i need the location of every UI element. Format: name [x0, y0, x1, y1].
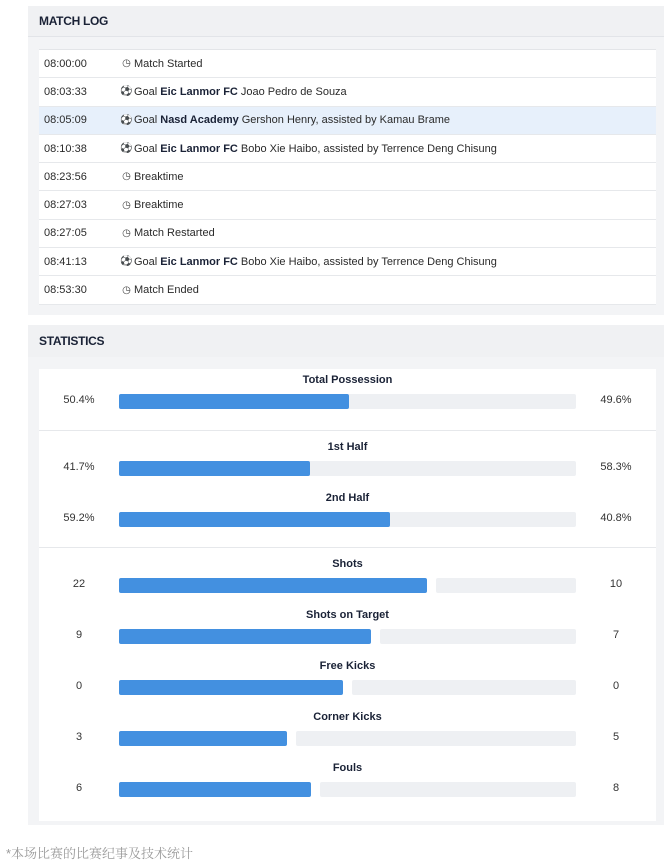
stat-bar-home	[119, 512, 390, 527]
stat-away-value: 0	[612, 680, 620, 692]
log-row	[39, 163, 656, 191]
log-event-type: Goal	[134, 255, 158, 268]
stat-divider	[39, 547, 656, 548]
log-row	[39, 78, 656, 106]
clock-icon: ◷	[122, 199, 131, 211]
log-time: 08:23:56	[44, 170, 87, 183]
footnote: *本场比赛的比赛纪事及技术统计	[6, 846, 194, 861]
clock-icon: ◷	[122, 58, 131, 70]
log-event-type: Breaktime	[134, 170, 184, 183]
match-log-table	[39, 49, 656, 305]
stat-title: 2nd Half	[325, 492, 370, 504]
log-event-type: Match Ended	[134, 284, 199, 297]
log-team: Eic Lanmor FC	[160, 255, 238, 268]
log-time: 08:03:33	[44, 85, 87, 98]
stat-bar-home	[119, 731, 287, 746]
statistics-title: STATISTICS	[39, 334, 105, 348]
log-team: Nasd Academy	[160, 114, 239, 127]
clock-icon: ◷	[122, 227, 131, 239]
stat-away-value: 7	[612, 629, 620, 641]
stat-home-value: 6	[75, 782, 83, 794]
log-detail: Bobo Xie Haibo, assisted by Terrence Deng Chisung	[240, 255, 497, 268]
log-time: 08:05:09	[44, 114, 87, 127]
statistics-list	[39, 369, 656, 821]
match-log-title: MATCH LOG	[39, 14, 109, 28]
log-row	[39, 220, 656, 248]
log-event-type: Goal	[134, 114, 158, 127]
clock-icon: ◷	[122, 284, 131, 296]
log-time: 08:27:03	[44, 199, 87, 212]
stat-bar-away	[380, 629, 576, 644]
stat-title: Total Possession	[302, 374, 393, 386]
log-row	[39, 50, 656, 78]
log-row	[39, 276, 656, 304]
log-row	[39, 107, 656, 135]
stat-bar-home	[119, 578, 427, 593]
log-team: Eic Lanmor FC	[160, 142, 238, 155]
stat-title: 1st Half	[327, 441, 368, 453]
log-team: Eic Lanmor FC	[160, 85, 238, 98]
stat-bar-home	[119, 394, 349, 409]
stat-title: Fouls	[332, 762, 363, 774]
stat-away-value: 8	[612, 782, 620, 794]
log-detail: Bobo Xie Haibo, assisted by Terrence Deng Chisung	[240, 142, 497, 155]
stat-bar-home	[119, 782, 311, 797]
stat-home-value: 3	[75, 731, 83, 743]
stat-title: Shots	[332, 558, 363, 570]
log-time: 08:53:30	[44, 284, 87, 297]
stat-bar-home	[119, 461, 310, 476]
log-time: 08:41:13	[44, 255, 87, 268]
stat-title: Corner Kicks	[313, 711, 382, 723]
stat-bar-away	[296, 731, 576, 746]
log-event-type: Goal	[134, 85, 158, 98]
stat-home-value: 0	[75, 680, 83, 692]
log-row	[39, 191, 656, 219]
stat-bar-away	[352, 680, 576, 695]
soccer-ball-icon: ⚽	[120, 256, 133, 268]
statistics-header	[28, 325, 664, 358]
stat-away-value: 10	[609, 578, 623, 590]
match-log-panel	[28, 37, 664, 315]
log-detail: Gershon Henry, assisted by Kamau Brame	[241, 114, 450, 127]
stat-away-value: 58.3%	[600, 461, 632, 473]
stat-divider	[39, 430, 656, 431]
log-detail: Joao Pedro de Souza	[240, 85, 347, 98]
stat-title: Free Kicks	[319, 660, 376, 672]
log-time: 08:27:05	[44, 227, 87, 240]
log-time: 08:00:00	[44, 57, 87, 70]
soccer-ball-icon: ⚽	[120, 143, 133, 155]
log-time: 08:10:38	[44, 142, 87, 155]
stat-home-value: 59.2%	[63, 512, 95, 524]
stat-bar-away	[436, 578, 576, 593]
clock-icon: ◷	[122, 171, 131, 183]
stat-bar-home	[119, 680, 343, 695]
stat-home-value: 22	[72, 578, 86, 590]
stat-home-value: 50.4%	[63, 394, 95, 406]
log-event-type: Match Started	[134, 57, 203, 70]
log-row	[39, 135, 656, 163]
stat-away-value: 40.8%	[600, 512, 632, 524]
stat-away-value: 49.6%	[600, 394, 632, 406]
log-event-type: Goal	[134, 142, 158, 155]
stat-title: Shots on Target	[306, 609, 389, 621]
stat-home-value: 9	[75, 629, 83, 641]
match-log-header	[28, 6, 664, 37]
stat-away-value: 5	[612, 731, 620, 743]
statistics-panel	[28, 357, 664, 825]
stat-home-value: 41.7%	[63, 461, 95, 473]
stat-bar-away	[320, 782, 576, 797]
log-event-type: Match Restarted	[134, 227, 215, 240]
stat-bar-home	[119, 629, 371, 644]
soccer-ball-icon: ⚽	[120, 86, 133, 98]
soccer-ball-icon: ⚽	[120, 114, 133, 126]
log-event-type: Breaktime	[134, 199, 184, 212]
log-row	[39, 248, 656, 276]
